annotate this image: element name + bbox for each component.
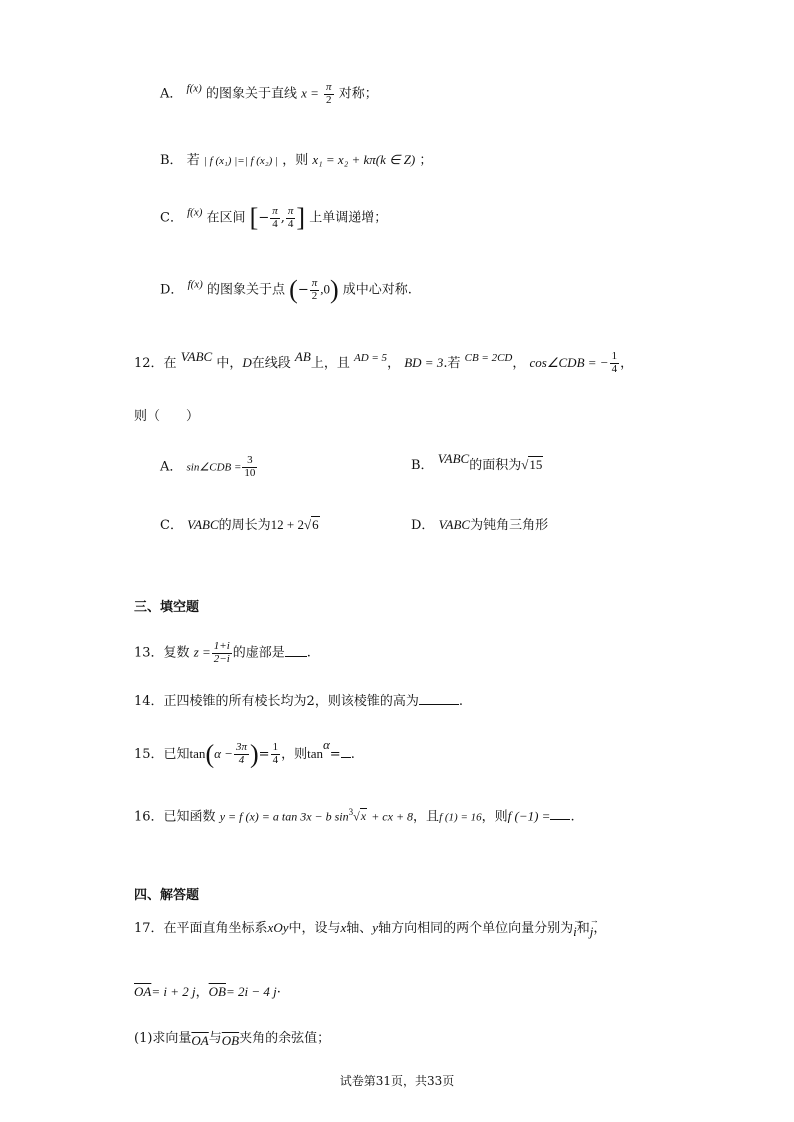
option-c-text1: 在区间 (206, 210, 246, 226)
q12-c3: ， (620, 356, 634, 371)
q12-opt-c-val: 12 + 2√6 (270, 517, 319, 532)
q15-rfrac: $\frac{1}{4}$ (272, 741, 279, 766)
q17-line1: 17．在平面直角坐标系 (134, 921, 268, 936)
q16-func: y = f (x) = a tan 3x − b sin (219, 809, 349, 824)
q12-bd: BD = 3 (404, 355, 444, 370)
q13-frac: $\frac{1+i}{2-i}$ (213, 640, 230, 665)
option-c-text2: 上单调递增； (309, 210, 388, 226)
option-d-fx: f(x) (187, 278, 203, 291)
q17-y: y (372, 920, 379, 935)
q12-opt-a-label: A． (160, 459, 183, 475)
q12-cos-frac: $\frac{1}{4}$ (611, 350, 618, 375)
option-a-xeq: x = (301, 85, 319, 101)
q15-tan2: tan (307, 746, 323, 761)
option-b-text2: ，则 (282, 153, 309, 168)
option-a-fx: f(x) (186, 82, 202, 95)
q12-t3: 上，且 (310, 356, 350, 371)
q17-dot: · (276, 985, 281, 1000)
option-b-formula: x₁ = x₂ + kπ(k ∈ Z) (312, 152, 416, 167)
q15-paren-left: ( (205, 739, 215, 769)
q17-c2: ， (195, 985, 209, 1000)
question-17-line1 (134, 921, 606, 938)
paren-left: ( (289, 275, 298, 304)
q17-ob: $\overline{OB}$ (208, 984, 226, 999)
q16-end: . (570, 809, 575, 825)
option-a-fraction: $\frac{\pi}{2}$ (326, 81, 332, 106)
q12-ab: AB (294, 349, 311, 364)
q12-opt-d-text: 为钝角三角形 (470, 518, 549, 533)
q12-t4: .若 (443, 356, 461, 371)
q17-t2: 轴、 (346, 921, 373, 936)
option-b-text1: 若 (186, 153, 200, 168)
q12-opt-d-label: D． (411, 518, 435, 533)
q17-and: 和 (576, 921, 590, 936)
q17-c: ， (593, 921, 607, 936)
q17-sub1-oa: $\overline{OA}$ (191, 1033, 209, 1048)
option-b-label: B． (160, 153, 183, 168)
question-17-sub1 (134, 1032, 330, 1047)
q17-xoy: xOy (267, 920, 289, 935)
question-12 (134, 350, 633, 376)
q12-t2: 在线段 (251, 356, 291, 371)
q12-opt-c-tri: VABC (187, 517, 219, 532)
question-16 (134, 808, 575, 823)
q17-oa: $\overline{OA}$ (134, 984, 152, 999)
q12-option-b (411, 452, 543, 472)
q12-c1: ， (387, 356, 401, 371)
option-c-frac2: $\frac{\pi}{4}$ (287, 204, 294, 230)
paren-right: ) (329, 275, 339, 304)
q17-sub1-b: 与 (208, 1031, 222, 1046)
option-d-frac: $\frac{\pi}{2}$ (311, 276, 318, 302)
q15-paren-right: ) (249, 739, 259, 769)
q16-then: ，则 (481, 809, 508, 825)
option-a-label: A． (160, 86, 183, 102)
q17-sub1-a: (1)求向量 (134, 1031, 192, 1046)
q17-t1: 中，设与 (288, 921, 341, 936)
q17-sub1-ob: $\overline{OB}$ (221, 1033, 240, 1048)
q12-then: 则（ ） (134, 409, 200, 424)
option-a-text1: 的图象关于直线 (205, 86, 297, 102)
q12-opt-a-frac: $\frac{3}{10}$ (244, 454, 256, 479)
q15-tan: tan (189, 746, 206, 761)
option-d (160, 277, 412, 303)
q13-blank (285, 656, 307, 657)
option-c: C． $^{f(x)}$ 在区间 [− $\frac{\pi}{4}$ , $\frac{\pi}{4}$ ] 上单调递增； (160, 203, 388, 232)
q15-frac: $\frac{3\pi}{4}$ (235, 741, 247, 766)
option-a (160, 82, 378, 106)
q14-text: 14．正四棱锥的所有棱长均为2，则该棱锥的高为 (134, 694, 419, 709)
option-d-zero: ,0 (320, 281, 330, 297)
q12-opt-d-tri: VABC (438, 517, 471, 532)
q12-opt-b-label: B． (411, 458, 434, 473)
option-c-fx: f(x) (187, 206, 203, 219)
page-footer: 试卷第31页，共33页 (339, 1074, 455, 1088)
q16-blank (550, 819, 570, 820)
q15-end: . (350, 747, 355, 762)
q12-ad: AD = 5 (353, 352, 388, 364)
option-c-minus: − (258, 210, 270, 226)
q12-opt-c-label: C． (160, 518, 183, 533)
q17-oa-val: = i + 2 j (151, 984, 196, 999)
q13-end: . (306, 645, 311, 661)
section-4-title: 四、解答题 (134, 888, 200, 903)
question-17-line2 (134, 985, 281, 999)
q15-eq: = (258, 747, 270, 762)
q12-cos: cos∠CDB = − (529, 355, 609, 370)
q16-rest: + cx + 8 (371, 809, 414, 824)
q16-cond: f (1) = 16 (439, 811, 482, 824)
q17-sub1-c: 夹角的余弦值； (239, 1031, 331, 1046)
q16-c1: ，且 (413, 809, 440, 825)
option-d-label: D． (160, 282, 184, 298)
question-15 (134, 738, 355, 768)
q12-tri: VABC (180, 349, 213, 364)
q12-opt-c-text: 的周长为 (218, 518, 271, 533)
q17-t3: 轴方向相同的两个单位向量分别为 (378, 921, 574, 936)
q12-option-a (160, 455, 258, 479)
q16-ask: f (−1) = (507, 808, 551, 824)
q15-eq2: = (329, 747, 341, 762)
q12-option-d (411, 518, 548, 532)
question-13 (134, 641, 311, 665)
option-d-text1: 的图象关于点 (206, 282, 285, 298)
bracket-right: ] (296, 203, 306, 232)
q15-num: 15．已知 (134, 747, 190, 762)
option-d-minus: − (297, 282, 309, 298)
q15-alpha: α − (214, 746, 233, 761)
q17-i: → i (573, 925, 577, 938)
q13-z: z = (193, 644, 211, 660)
q13-num: 13．复数 (134, 645, 190, 661)
option-b-abs: | f (x₁) |=| f (x₂) | (203, 155, 279, 167)
option-b-text3: ； (419, 153, 433, 168)
q14-blank (419, 704, 459, 705)
q17-x: x (340, 920, 347, 935)
q17-ob-val: = 2i − 4 j (225, 984, 277, 999)
option-d-text2: 成中心对称. (342, 282, 412, 298)
q17-j: → j (590, 925, 594, 938)
option-c-frac1: $\frac{\pi}{4}$ (272, 204, 278, 230)
q12-opt-b-text: 的面积为 (469, 458, 522, 473)
q16-num: 16．已知函数 (134, 809, 216, 825)
q12-num: 12．在 (134, 356, 177, 371)
bracket-left: [ (249, 203, 259, 232)
q15-blank (341, 757, 351, 758)
q15-then: ，则 (281, 747, 308, 762)
q16-root-idx: 3 (348, 807, 354, 817)
q12-option-c (160, 518, 320, 532)
q12-cb: CB = 2CD (464, 352, 513, 364)
q12-c2: ， (512, 356, 526, 371)
q12-opt-b-tri: VABC (437, 451, 470, 466)
question-14 (134, 695, 463, 708)
option-c-label: C． (160, 210, 183, 226)
option-b (160, 153, 432, 167)
q14-end: . (458, 694, 463, 709)
q12-opt-b-sqrt: √15 (521, 457, 543, 472)
q16-root: √x (353, 809, 367, 824)
q12-opt-a-text: sin∠CDB = (186, 461, 242, 474)
q12-t1: 中， (216, 356, 243, 371)
q13-text: 的虚部是 (232, 645, 285, 661)
q15-alpha2: α (322, 737, 330, 752)
q12-d: D (242, 355, 252, 370)
option-a-text2: 对称； (338, 86, 378, 102)
section-3-title: 三、填空题 (134, 600, 200, 615)
